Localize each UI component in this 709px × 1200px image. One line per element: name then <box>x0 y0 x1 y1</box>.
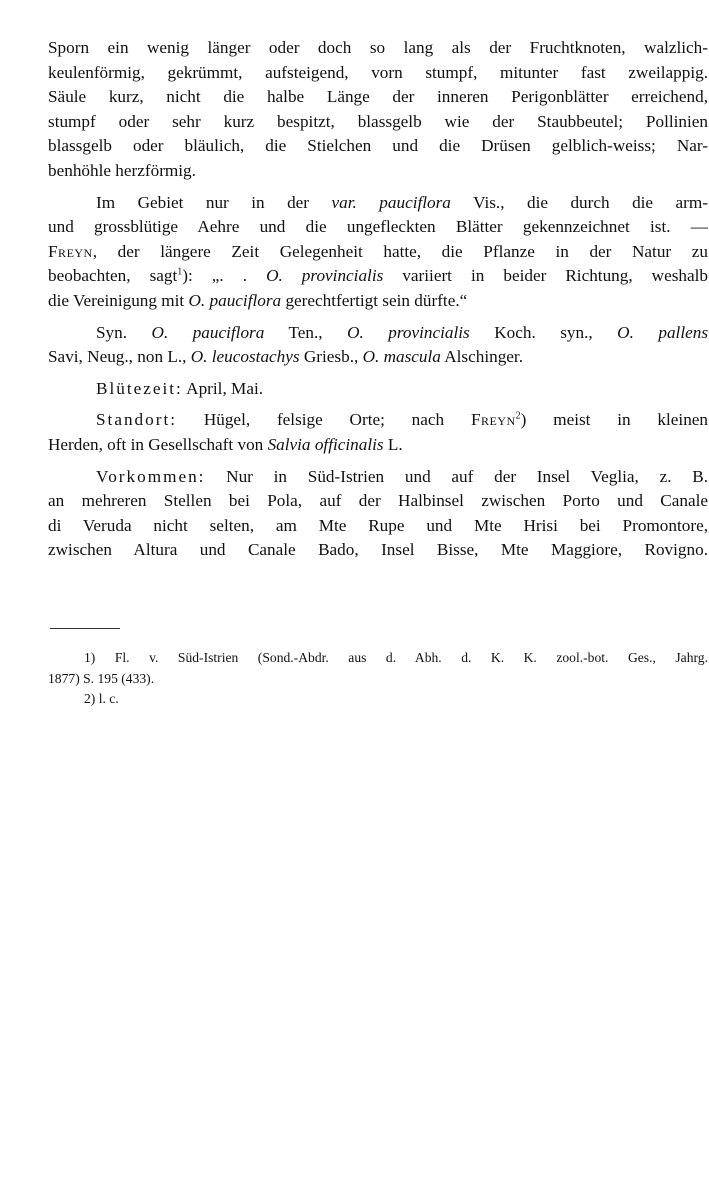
text-run: Koch. syn., <box>469 322 618 342</box>
taxon-name: O. provincialis <box>266 266 384 286</box>
text-line <box>48 240 708 265</box>
text-line <box>48 264 708 289</box>
text-line <box>48 345 708 370</box>
variety-name: var. pauciflora <box>331 192 451 212</box>
text-run: , der längere Zeit Gelegenheit hatte, die Pflanze in der Natur zu <box>92 241 708 261</box>
section-label: Standort: <box>96 410 178 430</box>
taxon-name: O. pauciflora <box>151 322 265 342</box>
text-run: variiert in beider Richtung, weshalb <box>383 266 708 286</box>
footnote-line: 2) l. c. <box>84 691 119 706</box>
text-line <box>48 408 708 433</box>
text-run: Ten., <box>264 322 348 342</box>
text-line: an mehreren Stellen bei Pola, auf der Halbinsel zwischen Porto und Canale <box>48 491 708 511</box>
author-name: Freyn <box>48 241 93 261</box>
bluetezeit-paragraph <box>48 377 708 402</box>
text-line: zwischen Altura und Canale Bado, Insel Bisse, Mte Maggiore, Rovigno. <box>48 540 708 560</box>
vorkommen-paragraph <box>48 465 708 563</box>
text-line <box>48 289 708 314</box>
section-label: Blütezeit: <box>96 378 183 398</box>
description-paragraph <box>48 36 708 184</box>
taxon-name: O. mascula <box>362 347 441 367</box>
taxon-name: O. leucostachys <box>190 347 300 367</box>
text-line <box>48 465 708 490</box>
author-name: Freyn <box>470 410 516 430</box>
text-line: stumpf oder sehr kurz bespitzt, blassgelb wie der Staubbeutel; Pollinien <box>48 111 708 131</box>
text-run: Savi, Neug., non L., <box>48 347 191 367</box>
footnotes <box>48 648 708 710</box>
text-line: Säule kurz, nicht die halbe Länge der inneren Perigonblätter erreichend, <box>48 87 708 107</box>
standort-paragraph <box>48 408 708 457</box>
text-line: und grossblütige Aehre und die ungefleckten Blätter gekennzeichnet ist. — <box>48 217 708 237</box>
text-line: keulenförmig, gekrümmt, aufsteigend, vorn stumpf, mitunter fast zweilappig. <box>48 62 708 82</box>
text-run: Herden, oft in Gesellschaft von <box>48 434 268 454</box>
taxon-name: O. provincialis <box>347 322 470 342</box>
text-run: April, Mai. <box>182 378 264 398</box>
main-text <box>48 36 708 563</box>
text-line <box>48 377 708 402</box>
footnote-line: 1) Fl. v. Süd-Istrien (Sond.-Abdr. aus d. Abh. d. K. K. zool.-bot. Ges., Jahrg. <box>84 650 708 665</box>
footnote-ref: 2 <box>515 410 521 422</box>
taxon-name: O. pauciflora <box>188 290 282 310</box>
footnote-divider <box>50 628 120 629</box>
text-run: Im Gebiet nur in der <box>96 192 332 212</box>
section-label: Vorkommen: <box>96 466 206 486</box>
text-line: benhöhle herzförmig. <box>48 160 196 180</box>
footnote-ref: 1 <box>177 266 183 278</box>
synonyms-label: Syn. <box>96 322 128 342</box>
text-line: Sporn ein wenig länger oder doch so lang als der Fruchtknoten, walzlich- <box>48 38 708 57</box>
text-line <box>48 321 708 346</box>
footnote-line: 1877) S. 195 (433). <box>48 670 155 686</box>
text-run: Alschinger. <box>440 347 523 367</box>
text-line: blassgelb oder bläulich, die Stielchen und die Drüsen gelblich-weiss; Nar- <box>48 136 708 156</box>
gebiet-paragraph <box>48 191 708 314</box>
taxon-name: Salvia officinalis <box>267 434 384 454</box>
text-line: di Veruda nicht selten, am Mte Rupe und Mte Hrisi bei Promontore, <box>48 515 708 535</box>
text-run: die Vereinigung mit <box>48 290 189 310</box>
text-run: beobachten, sagt <box>48 266 178 286</box>
text-run: gerechtfertigt sein dürfte.“ <box>281 290 468 310</box>
text-run: Hügel, felsige Orte; nach <box>177 410 471 430</box>
text-run: ): „. . <box>182 266 267 286</box>
text-line <box>48 191 708 216</box>
text-line <box>48 433 708 458</box>
taxon-name: O. pallens <box>617 322 709 342</box>
text-run: Nur in Süd-Istrien und auf der Insel Veglia, z. B. <box>205 466 708 486</box>
text-run: L. <box>383 434 403 454</box>
text-run: Vis., die durch die arm- <box>450 192 708 212</box>
text-run: Griesb., <box>299 347 363 367</box>
synonyms-paragraph <box>48 321 708 370</box>
text-run: ) meist in kleinen <box>520 410 709 430</box>
